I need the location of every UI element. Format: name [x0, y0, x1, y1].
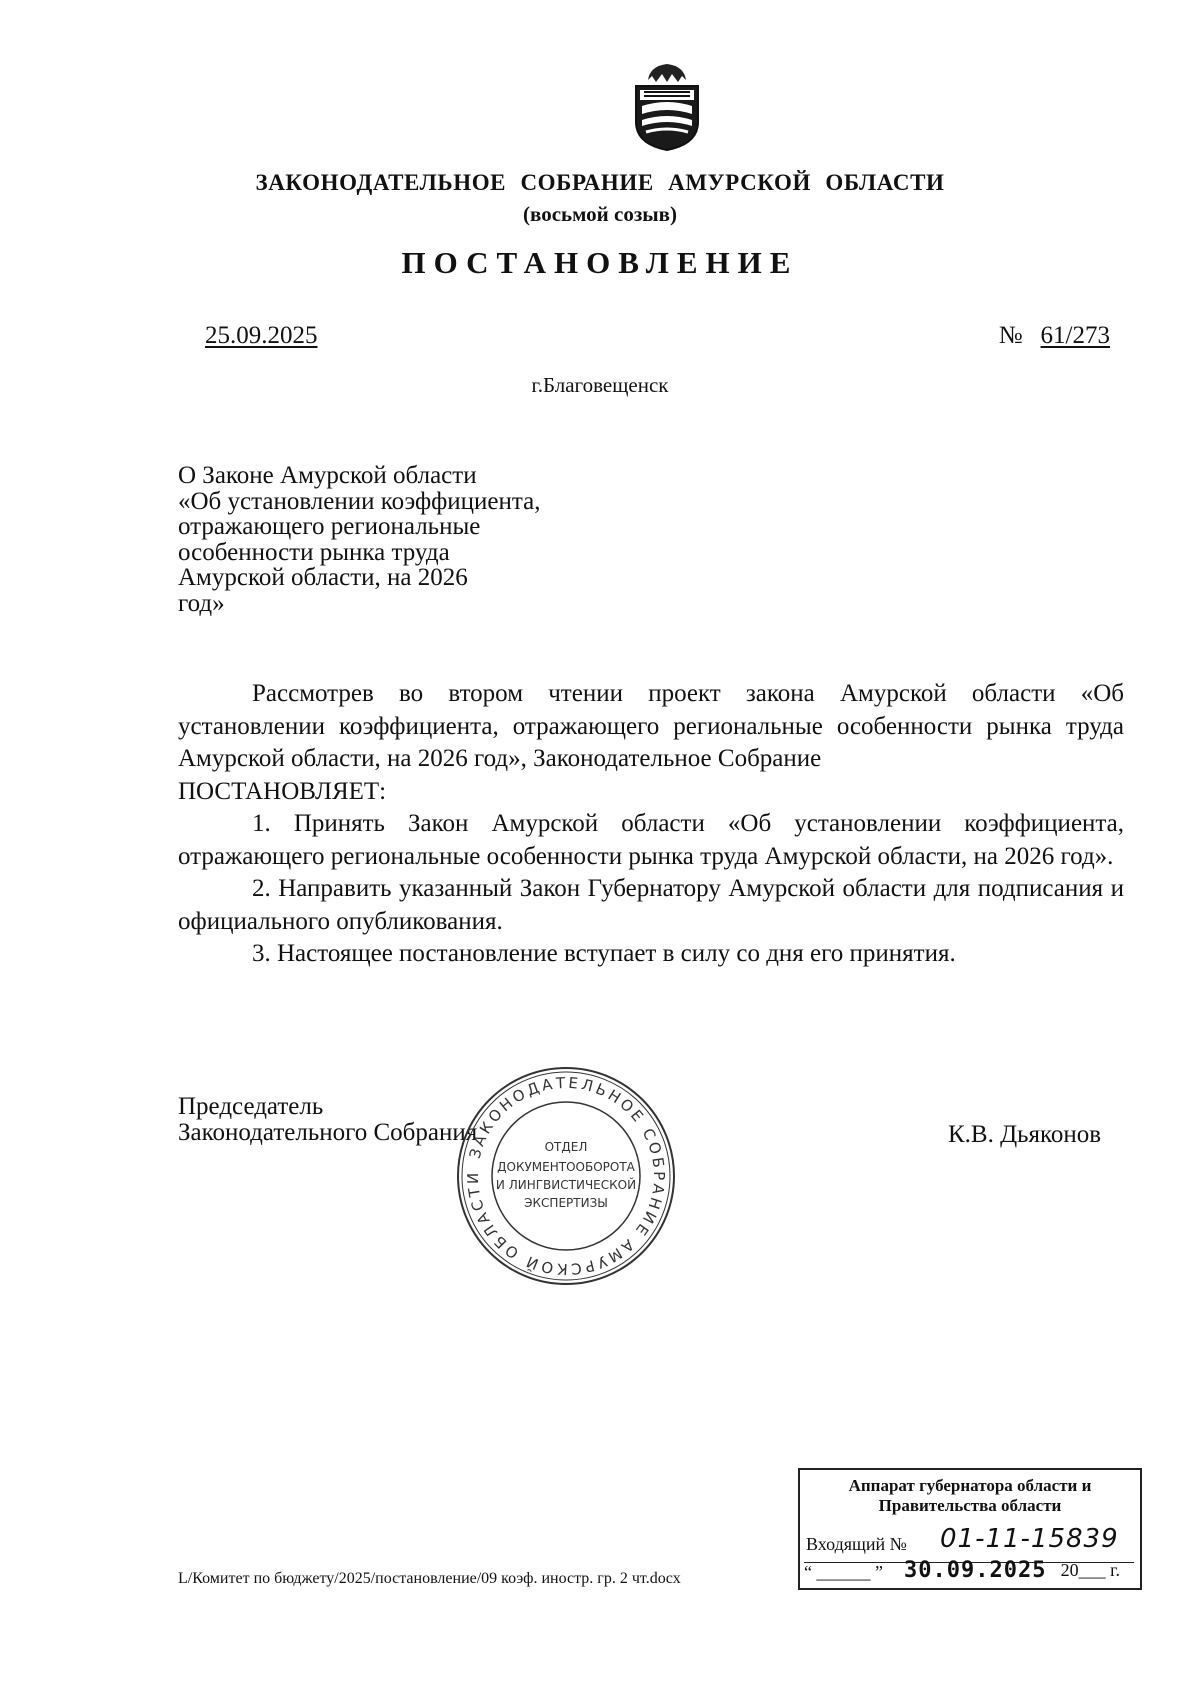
subject-line: год»	[178, 589, 225, 617]
incoming-label: Входящий №	[806, 1534, 907, 1554]
registration-line1: Аппарат губернатора области и	[848, 1476, 1092, 1495]
item-paragraph: 3. Настоящее постановление вступает в силу со дня его принятия.	[252, 940, 956, 967]
organization-title: ЗАКОНОДАТЕЛЬНОЕ СОБРАНИЕ АМУРСКОЙ ОБЛАСТИ	[255, 170, 945, 195]
subject-line: «Об установлении коэффициента,	[178, 487, 541, 515]
round-stamp	[455, 1065, 677, 1287]
resolves-heading: ПОСТАНОВЛЯЕТ:	[178, 777, 387, 805]
subject-line: особенности рынка труда	[178, 538, 450, 566]
document-number	[999, 322, 1110, 350]
city: г.Благовещенск	[531, 373, 669, 397]
registration-date-line	[804, 1558, 1134, 1583]
date-quotes: “ ______ ”	[804, 1562, 883, 1582]
document-type: ПОСТАНОВЛЕНИЕ	[401, 245, 799, 280]
coat-of-arms-emblem	[630, 62, 704, 152]
subject-line: Амурской области, на 2026	[178, 564, 468, 591]
item-paragraph: 2. Направить указанный Закон Губернатору Амурской области для подписания и официального опубликования.	[178, 875, 1124, 935]
position-line: Председатель	[178, 1093, 324, 1120]
subject-line: О Законе Амурской области	[178, 462, 477, 489]
document-body	[178, 678, 1124, 971]
position-line: Законодательного Собрания	[178, 1119, 478, 1146]
svg-text:ЗАКОНОДАТЕЛЬНОЕ СОБРАНИЕ АМУРС	[464, 1074, 668, 1278]
stamp-center-line: ДОКУМЕНТООБОРОТА	[497, 1160, 635, 1174]
registration-header	[800, 1476, 1140, 1516]
number-value: 61/273	[1040, 322, 1110, 349]
signatory-position	[178, 1094, 477, 1146]
stamp-center-line: И ЛИНГВИСТИЧЕСКОЙ	[495, 1178, 637, 1192]
registration-stamp	[798, 1468, 1142, 1590]
incoming-number: 01-11-15839	[940, 1524, 1119, 1554]
file-path-footer: L/Комитет по бюджету/2025/постановление/09 коэф. иностр. гр. 2 чт.docx	[178, 1570, 681, 1587]
stamp-ring-text: ЗАКОНОДАТЕЛЬНОЕ СОБРАНИЕ АМУРСКОЙ ОБЛАСТИ	[463, 1073, 669, 1279]
subject-line: отражающего региональные	[178, 513, 481, 540]
year-suffix: 20___ г.	[1060, 1560, 1120, 1580]
subject-block	[178, 463, 638, 616]
number-label: №	[998, 322, 1023, 349]
convocation: (восьмой созыв)	[523, 202, 677, 226]
stamp-center-line: ЭКСПЕРТИЗЫ	[524, 1196, 608, 1210]
stamp-center-line: ОТДЕЛ	[544, 1140, 588, 1154]
registration-line2: Правительства области	[878, 1496, 1062, 1515]
document-date: 25.09.2025	[205, 322, 318, 349]
signatory-name: К.В. Дьяконов	[948, 1121, 1102, 1148]
received-date: 30.09.2025	[904, 1558, 1047, 1583]
intro-paragraph: Рассмотрев во втором чтении проект закона Амурской области «Об установлении коэффициента, отражающего региональные особенности рынка труда Амурской области, на 2026 год», Законодательное Собрание	[178, 680, 1124, 772]
item-paragraph: 1. Принять Закон Амурской области «Об установлении коэффициента, отражающего региональные особенности рынка труда Амурской области, на 2026 год».	[178, 810, 1124, 870]
